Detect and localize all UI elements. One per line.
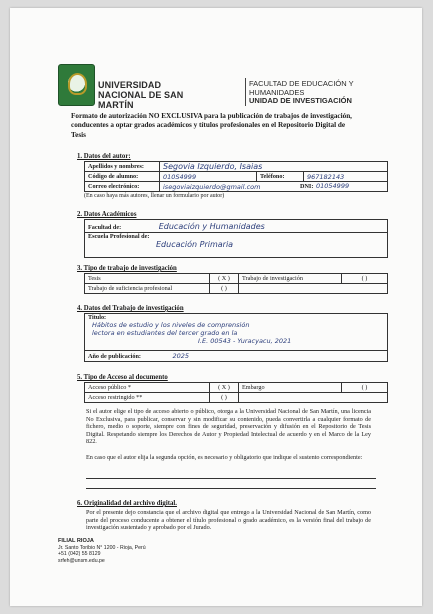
university-logo-icon: [58, 64, 95, 106]
restringido-label: Acceso restringido **: [85, 393, 210, 403]
university-name: UNIVERSIDAD NACIONAL DE SAN MARTÍN: [98, 80, 184, 110]
restringido-checkbox[interactable]: ( ): [210, 393, 239, 403]
titulo-line-1[interactable]: Hábitos de estudio y los niveles de comprensión: [92, 321, 250, 329]
access-table: [84, 382, 388, 403]
titulo-line-2[interactable]: lectora en estudiantes del tercer grado en la: [92, 329, 238, 337]
titulo-line-3[interactable]: I.E. 00543 - Yuracyacu, 2021: [198, 337, 292, 345]
names-label: Apellidos y nombres:: [85, 162, 160, 172]
school-value[interactable]: Educación Primaria: [156, 240, 234, 249]
faculty-value[interactable]: Educación y Humanidades: [158, 221, 265, 231]
faculty-label: Facultad de:: [88, 223, 122, 231]
form-title: Formato de autorización NO EXCLUSIVA para la publicación de trabajos de investigación, conducentes a optar grados académicos y títulos profesionales en el Repositorio Digital de Tesis: [71, 112, 352, 139]
phone-label: Teléfono:: [257, 172, 304, 182]
tesis-checkbox[interactable]: ( X ): [210, 274, 239, 284]
dni-label: DNI:: [300, 183, 314, 190]
titulo-label: Titulo:: [88, 314, 107, 321]
embargo-label: Embargo: [239, 383, 342, 393]
footer-phone: +51 (042) 55 8129: [58, 551, 101, 557]
document-page: [10, 8, 422, 606]
section-3-heading: 3. Tipo de trabajo de investigación: [77, 265, 177, 272]
work-type-table: [84, 273, 388, 294]
names-value[interactable]: Segovia Izquierdo, Isaias: [163, 162, 263, 171]
publico-label: Acceso público *: [85, 383, 210, 393]
trabajo-checkbox[interactable]: ( ): [342, 274, 388, 284]
dni-value[interactable]: 01054999: [316, 182, 350, 190]
section-4-heading: 4. Datos del Trabajo de investigación: [77, 305, 184, 312]
originality-paragraph: Por el presente dejo constancia que el archivo digital que entrego a la Universidad Nacional de San Martín, como parte del proceso conducente a obtener el título profesional o grado académico, es la versión final del trabajo de investigación sustentado y aprobado por el Jurado.: [86, 509, 371, 532]
embargo-checkbox[interactable]: ( ): [342, 383, 388, 393]
tesis-label: Tesis: [85, 274, 210, 284]
code-value[interactable]: 010S4999: [163, 172, 197, 181]
email-label: Correo electrónico:: [85, 182, 160, 192]
justification-line-1[interactable]: [86, 478, 376, 479]
author-table: [84, 161, 388, 192]
restricted-paragraph: En caso que el autor elija la segunda opción, es necesario y obligatorio que indique el sustento correspondiente:: [86, 454, 363, 461]
work-data-table: [84, 313, 388, 362]
suficiencia-label: Trabajo de suficiencia profesional: [85, 284, 210, 294]
faculty-heading: [249, 80, 399, 106]
code-label: Código de alumno:: [85, 172, 160, 182]
suficiencia-checkbox[interactable]: ( ): [210, 284, 239, 294]
year-value[interactable]: 2025: [172, 352, 190, 360]
footer-heading: FILIAL RIOJA: [58, 538, 94, 544]
section-5-heading: 5. Tipo de Acceso al documento: [77, 374, 168, 381]
email-value[interactable]: isegoviaizquierdo@gmail.com: [163, 182, 261, 191]
footer-email[interactable]: srfeh@unsm.edu.pe: [58, 557, 105, 564]
publico-checkbox[interactable]: ( X ): [210, 383, 239, 393]
footer-address: Jr. Santo Toribio N° 1200 - Rioja, Perú: [58, 544, 146, 551]
section-2-heading: 2. Datos Académicos: [77, 211, 137, 218]
unit-name: UNIDAD DE INVESTIGACIÓN: [249, 96, 352, 105]
authors-note: (En caso haya más autores, llenar un formulario por autor): [84, 193, 225, 199]
section-1-heading: 1. Datos del autor:: [77, 153, 131, 160]
trabajo-label: Trabajo de investigación: [239, 274, 342, 284]
academic-table: [84, 219, 388, 258]
footer: [58, 538, 146, 564]
faculty-name: FACULTAD DE EDUCACIÓN Y HUMANIDADES: [249, 79, 354, 97]
phone-value[interactable]: 967182143: [307, 172, 345, 181]
header-divider: [245, 78, 246, 106]
school-label: Escuela Profesional de:: [88, 233, 150, 240]
year-label: Año de publicación:: [88, 353, 141, 360]
justification-line-2[interactable]: [86, 488, 376, 489]
section-6-heading: 6. Originalidad del archivo digital.: [77, 500, 177, 507]
access-paragraph: Si el autor elige el tipo de acceso abierto o público, otorga a la Universidad Nacional de San Martín, una licencia No Exclusiva, para publicar, conservar y sin modificar su contenido, pueda convertirla a cualquier formato de fichero, medio o soporte, siempre con fines de seguridad, preservación y difusión en el Repositorio de Tesis Digital. Respetando siempre los Derechos de Autor y Propiedad Intelectual de acuerdo y en el Marco de la Ley 822.: [86, 408, 371, 446]
